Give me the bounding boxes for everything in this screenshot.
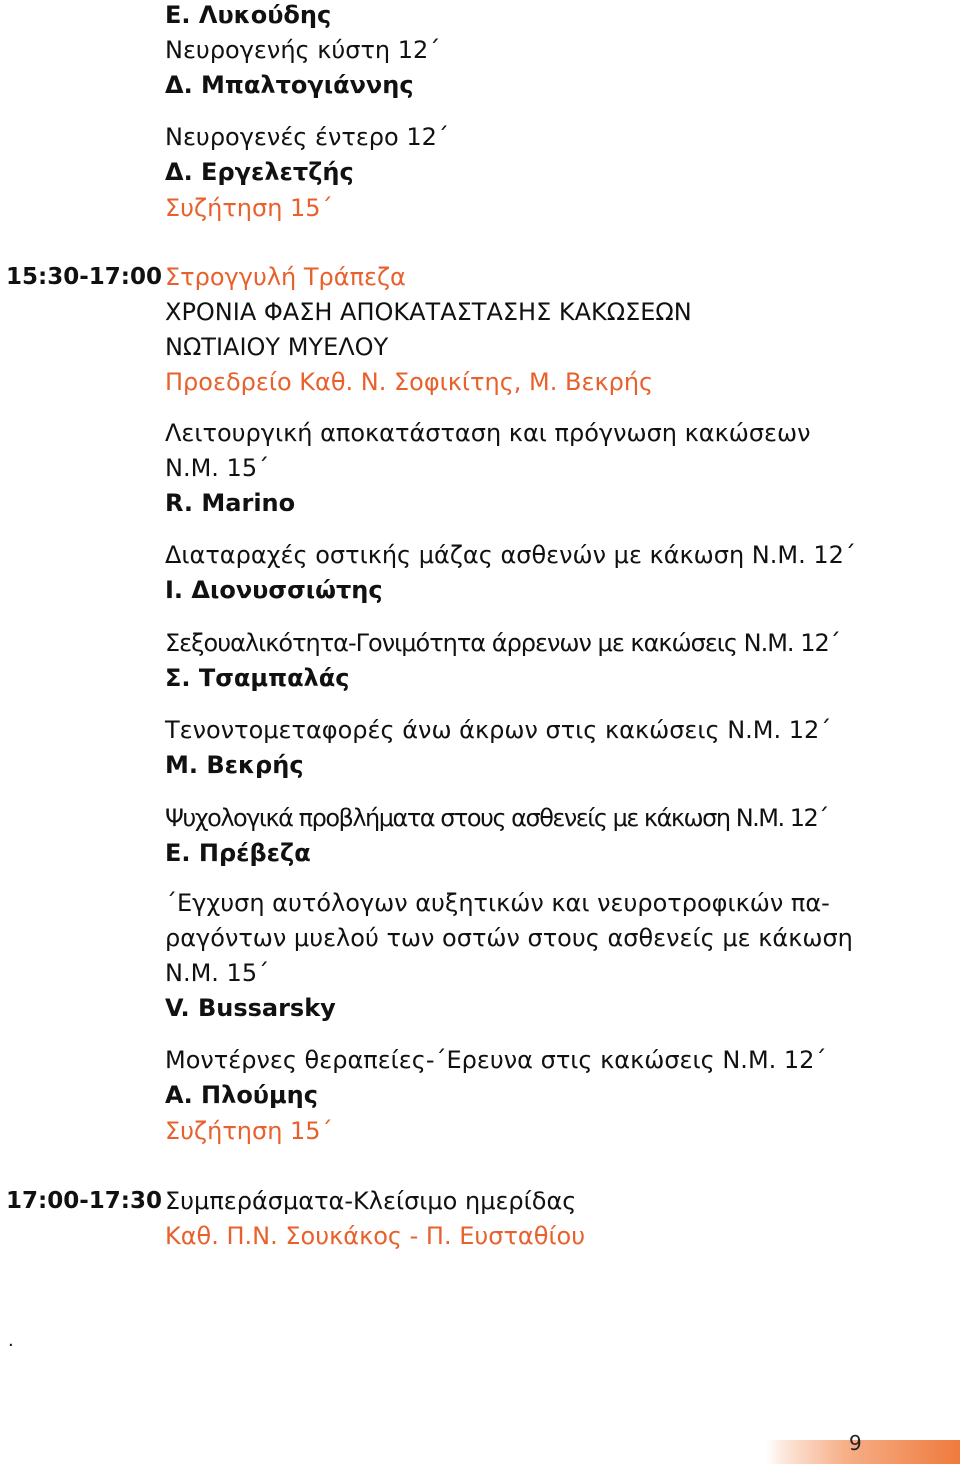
talk-title: ΄Εγχυση αυτόλογων αυξητικών και νευροτροφικών πα-: [165, 889, 830, 917]
session-chairs: Καθ. Π.Ν. Σουκάκος - Π. Ευσταθίου: [165, 1222, 586, 1250]
speaker-name: Α. Πλούμης: [165, 1081, 318, 1109]
speaker-name: Δ. Εργελετζής: [165, 158, 354, 186]
page-number-bar: [766, 1440, 960, 1464]
speaker-name: Ε. Λυκούδης: [165, 1, 332, 29]
talk-title: Διαταραχές οστικής μάζας ασθενών με κάκωση Ν.Μ. 12΄: [165, 541, 856, 569]
speaker-name: Μ. Βεκρής: [165, 751, 304, 779]
talk-title: Ν.Μ. 15΄: [165, 454, 270, 482]
talk-title: ραγόντων μυελού των οστών στους ασθενείς με κάκωση: [165, 924, 853, 952]
page-number: 9: [849, 1431, 862, 1455]
talk-title: Λειτουργική αποκατάσταση και πρόγνωση κακώσεων: [165, 419, 811, 447]
session-subtitle: ΧΡΟΝΙΑ ΦΑΣΗ ΑΠΟΚΑΤΑΣΤΑΣΗΣ ΚΑΚΩΣΕΩΝ: [165, 298, 692, 326]
speaker-name: Ε. Πρέβεζα: [165, 839, 311, 867]
talk-title: Σεξουαλικότητα-Γονιμότητα άρρενων με κακώσεις Ν.Μ. 12΄: [165, 629, 840, 657]
speaker-name: R. Marino: [165, 489, 296, 517]
talk-title: Ν.Μ. 15΄: [165, 959, 270, 987]
stray-dot: .: [8, 1330, 14, 1351]
talk-title: Νευρογενής κύστη 12΄: [165, 36, 441, 64]
talk-title: Μοντέρνες θεραπείες-΄Ερευνα στις κακώσεις Ν.Μ. 12΄: [165, 1046, 827, 1074]
discussion-label: Συζήτηση 15΄: [165, 194, 333, 222]
session-chairs: Προεδρείο Καθ. Ν. Σοφικίτης, Μ. Βεκρής: [165, 368, 654, 396]
session-time: 17:00-17:30: [6, 1188, 162, 1214]
talk-title: Νευρογενές έντερο 12΄: [165, 123, 449, 151]
talk-title: Ψυχολογικά προβλήματα στους ασθενείς με κάκωση Ν.Μ. 12΄: [165, 804, 828, 832]
discussion-label: Συζήτηση 15΄: [165, 1117, 333, 1145]
session-title: Στρογγυλή Τράπεζα: [165, 263, 406, 291]
talk-title: Τενοντομεταφορές άνω άκρων στις κακώσεις Ν.Μ. 12΄: [165, 716, 832, 744]
session-time: 15:30-17:00: [6, 264, 162, 290]
speaker-name: V. Bussarsky: [165, 994, 336, 1022]
session-title: Συμπεράσματα-Κλείσιμο ημερίδας: [165, 1187, 577, 1215]
speaker-name: Σ. Τσαμπαλάς: [165, 664, 350, 692]
speaker-name: Δ. Μπαλτογιάννης: [165, 71, 414, 99]
session-subtitle: ΝΩΤΙΑΙΟΥ ΜΥΕΛΟΥ: [165, 333, 389, 361]
speaker-name: Ι. Διονυσσιώτης: [165, 576, 383, 604]
